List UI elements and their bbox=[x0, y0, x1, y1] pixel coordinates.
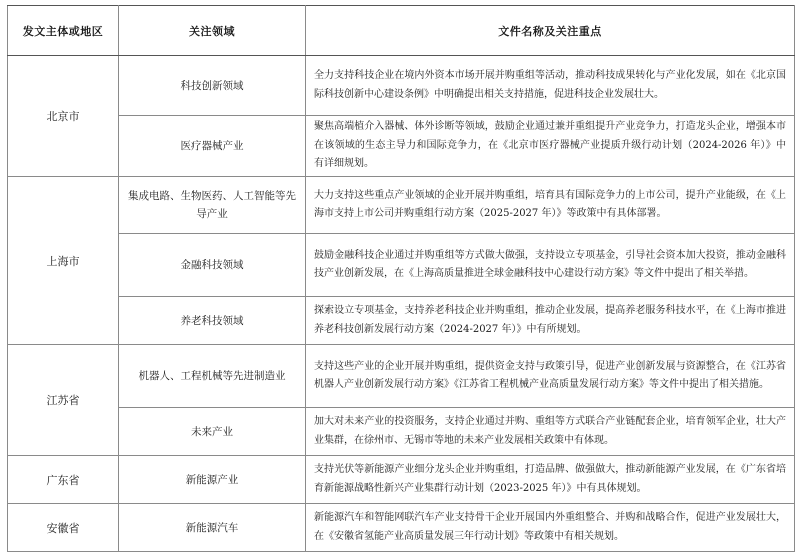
header-region: 发文主体或地区 bbox=[8, 6, 119, 56]
area-cell: 新能源产业 bbox=[119, 456, 306, 504]
region-cell-shanghai: 上海市 bbox=[8, 177, 119, 345]
desc-cell: 探索设立专项基金，支持养老科技企业并购重组，推动企业发展，提高养老服务科技水平，在《上海市推进养老科技创新发展行动方案（2024-2027 年）》中有所规划。 bbox=[306, 297, 795, 345]
policy-table-container bbox=[7, 5, 794, 552]
desc-cell: 鼓励金融科技企业通过并购重组等方式做大做强，支持设立专项基金，引导社会资本加大投资，推动金融科技产业创新发展，在《上海高质量推进全球金融科技中心建设行动方案》等文件中提出了相关举措。 bbox=[306, 234, 795, 297]
desc-cell: 加大对未来产业的投资服务，支持企业通过并购、重组等方式联合产业链配套企业，培育领军企业，壮大产业集群，在徐州市、无锡市等地的未来产业发展相关政策中有体现。 bbox=[306, 408, 795, 456]
table-header bbox=[8, 6, 795, 56]
desc-cell: 全力支持科技企业在境内外资本市场开展并购重组等活动，推动科技成果转化与产业化发展，如在《北京国际科技创新中心建设条例》中明确提出相关支持措施，促进科技企业发展壮大。 bbox=[306, 56, 795, 116]
table-row bbox=[8, 408, 795, 456]
table-row bbox=[8, 456, 795, 504]
area-cell: 科技创新领域 bbox=[119, 56, 306, 116]
table-row bbox=[8, 177, 795, 234]
header-document: 文件名称及关注重点 bbox=[306, 6, 795, 56]
area-cell: 新能源汽车 bbox=[119, 504, 306, 552]
region-cell-anhui: 安徽省 bbox=[8, 504, 119, 552]
area-cell: 未来产业 bbox=[119, 408, 306, 456]
desc-cell: 聚焦高端植介入器械、体外诊断等领域，鼓励企业通过兼并重组提升产业竞争力，打造龙头企业，增强本市在该领域的生态主导力和国际竞争力，在《北京市医疗器械产业提质升级行动计划（2024-2026 年）》中有详细规划。 bbox=[306, 116, 795, 177]
region-cell-beijing: 北京市 bbox=[8, 56, 119, 177]
area-cell: 集成电路、生物医药、人工智能等先导产业 bbox=[119, 177, 306, 234]
area-cell: 养老科技领域 bbox=[119, 297, 306, 345]
table-row bbox=[8, 234, 795, 297]
table-row bbox=[8, 297, 795, 345]
header-area: 关注领域 bbox=[119, 6, 306, 56]
header-row bbox=[8, 6, 795, 56]
table-row bbox=[8, 504, 795, 552]
table-row bbox=[8, 56, 795, 116]
desc-cell: 大力支持这些重点产业领域的企业开展并购重组，培育具有国际竞争力的上市公司，提升产业能级，在《上海市支持上市公司并购重组行动方案（2025-2027 年）》等政策中有具体部署。 bbox=[306, 177, 795, 234]
desc-cell: 支持光伏等新能源产业细分龙头企业并购重组，打造品牌、做强做大，推动新能源产业发展，在《广东省培育新能源战略性新兴产业集群行动计划（2023-2025 年）》中有具体规划。 bbox=[306, 456, 795, 504]
table-body bbox=[8, 56, 795, 552]
table-row bbox=[8, 345, 795, 408]
desc-cell: 支持这些产业的企业开展并购重组，提供资金支持与政策引导，促进产业创新发展与资源整合，在《江苏省机器人产业创新发展行动方案》《江苏省工程机械产业高质量发展行动方案》等文件中提出了相关措施。 bbox=[306, 345, 795, 408]
region-cell-jiangsu: 江苏省 bbox=[8, 345, 119, 456]
policy-table bbox=[7, 5, 795, 552]
area-cell: 金融科技领域 bbox=[119, 234, 306, 297]
area-cell: 机器人、工程机械等先进制造业 bbox=[119, 345, 306, 408]
desc-cell: 新能源汽车和智能网联汽车产业支持骨干企业开展国内外重组整合、并购和战略合作，促进产业发展壮大，在《安徽省氢能产业高质量发展三年行动计划》等政策中有相关规划。 bbox=[306, 504, 795, 552]
table-row bbox=[8, 116, 795, 177]
region-cell-guangdong: 广东省 bbox=[8, 456, 119, 504]
area-cell: 医疗器械产业 bbox=[119, 116, 306, 177]
